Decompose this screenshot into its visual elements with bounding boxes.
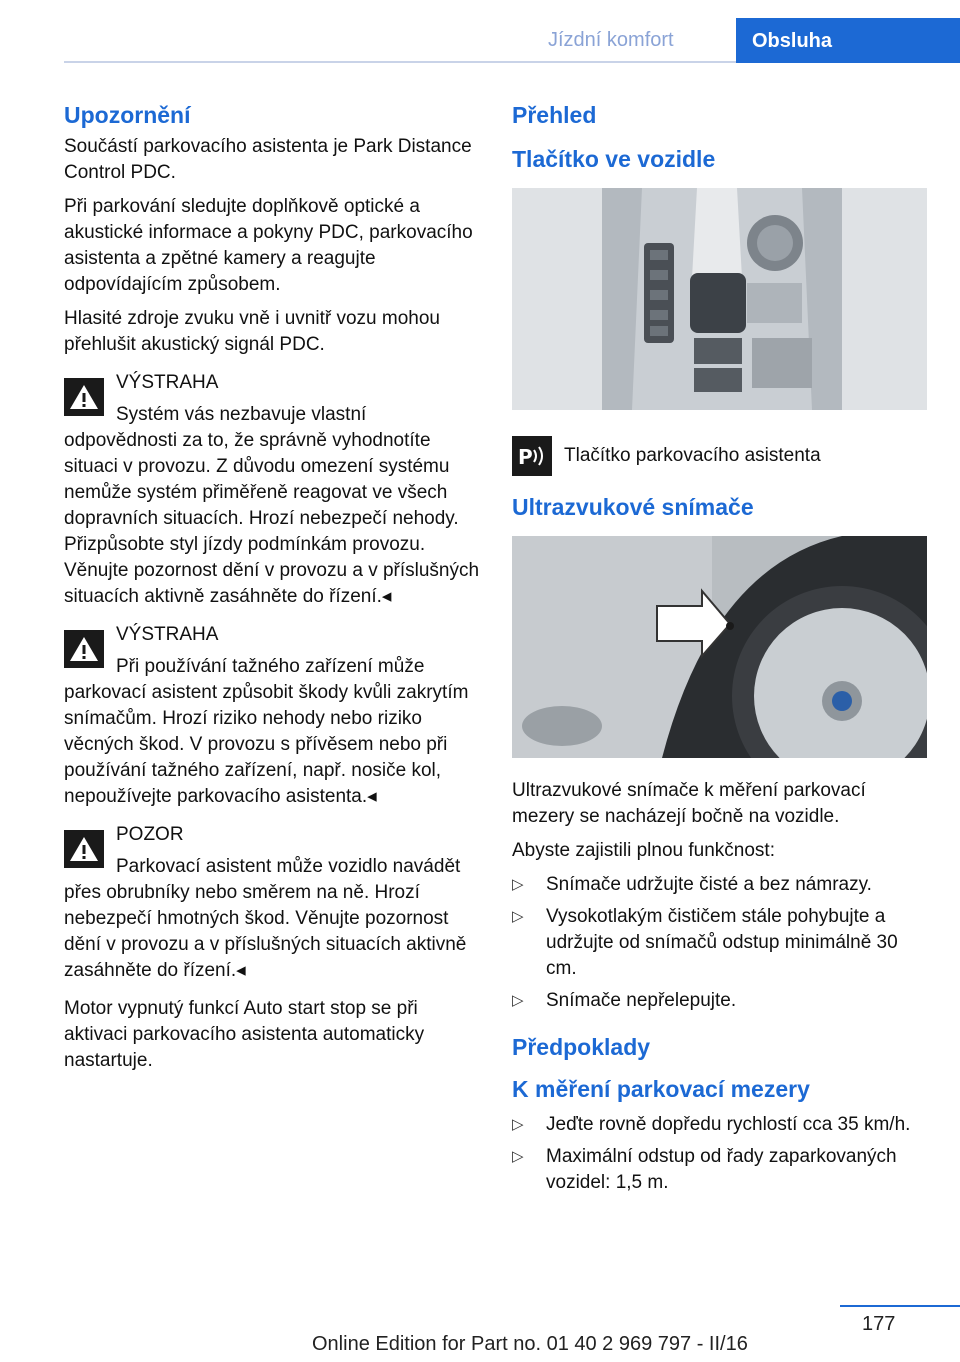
caution-text: Parkovací asistent může vozidlo navádět přes obrubníky nebo směrem na ně. Hrozí nebezpečí hmotných škod. Věnujte pozornost dění v provozu a v příslušných situacích aktivně zasáhněte do řízení.◂ <box>64 856 467 981</box>
warning-block <box>64 370 482 610</box>
paragraph: Ultrazvukové snímače k měření parkovací mezery se nacházejí bočně na vozidle. <box>512 780 866 827</box>
requirements-list <box>512 1112 930 1196</box>
warning-title: VÝSTRAHA <box>116 624 219 645</box>
requirements-heading: Předpoklady <box>512 1034 651 1060</box>
parking-button-caption-row <box>512 436 930 476</box>
notice-heading: Upozornění <box>64 102 191 128</box>
overview-heading: Přehled <box>512 102 597 128</box>
right-column <box>512 100 930 1202</box>
list-item: ▷ Vysokotlakým čističem stále pohybujte a udržujte od snímačů odstup minimálně 30 cm. <box>512 904 930 982</box>
header-section-tab[interactable]: Jízdní komfort <box>548 29 674 51</box>
caution-block <box>64 822 482 984</box>
paragraph: Motor vypnutý funkcí Auto start stop se při aktivaci parkovacího asistenta automaticky nastartuje. <box>64 998 425 1071</box>
paragraph: Hlasité zdroje zvuku vně i uvnitř vozu mohou přehlušit akustický signál PDC. <box>64 308 440 355</box>
warning-triangle-icon <box>64 630 104 668</box>
list-item: ▷ Jeďte rovně dopředu rychlostí cca 35 km/h. <box>512 1112 930 1138</box>
warning-triangle-icon <box>64 378 104 416</box>
warning-block <box>64 622 482 810</box>
footer-rule <box>840 1305 960 1307</box>
header-chapter-tab[interactable]: Obsluha <box>736 18 960 63</box>
list-item: ▷ Snímače udržujte čisté a bez námrazy. <box>512 872 930 898</box>
sensors-heading: Ultrazvukové snímače <box>512 494 754 520</box>
parking-button-caption: Tlačítko parkovacího asistenta <box>564 445 821 466</box>
warning-text: Systém vás nezbavuje vlastní odpovědnosti za to, že správně vyhodnotíte situaci v provozu. Z důvodu omezení systému nemůže systém přiměřeně reagovat ve všech dopravních situacích. Hrozí nebezpečí nehody. Přizpůsobte styl jízdy podmínkám provozu. Věnujte pozornost dění v provozu a v příslušných situacích aktivně zasáhněte do řízení.◂ <box>64 404 480 607</box>
ultrasonic-sensor-photo <box>512 536 927 758</box>
center-console-photo <box>512 188 927 410</box>
paragraph: Součástí parkovacího asistenta je Park Distance Control PDC. <box>64 136 472 183</box>
paragraph: Při parkování sledujte doplňkově optické a akustické informace a pokyny PDC, parkovacího asistenta a zpětné kamery a reagujte odpovídajícím způsobem. <box>64 196 473 295</box>
warning-triangle-icon <box>64 830 104 868</box>
paragraph: Abyste zajistili plnou funkčnost: <box>512 840 775 861</box>
list-item: ▷ Maximální odstup od řady zaparkovaných vozidel: 1,5 m. <box>512 1144 930 1196</box>
function-list <box>512 872 930 1014</box>
measuring-heading: K měření parkovací mezery <box>512 1076 810 1102</box>
parking-assistant-button-icon <box>512 436 552 476</box>
left-column <box>64 100 482 1082</box>
warning-title: VÝSTRAHA <box>116 372 219 393</box>
svg-text:P: P <box>518 445 533 469</box>
button-heading: Tlačítko ve vozidle <box>512 146 716 172</box>
list-item: ▷ Snímače nepřelepujte. <box>512 988 930 1014</box>
warning-text: Při používání tažného zařízení může parkovací asistent způsobit škody kvůli zakrytím snímačům. Hrozí riziko nehody nebo riziko věcných škod. V provozu s přívěsem nebo při používání tažného zařízení, např. nosiče kol, nepoužívejte parkovacího asistenta.◂ <box>64 656 469 807</box>
page-number: 177 <box>862 1313 896 1335</box>
edition-footer: Online Edition for Part no. 01 40 2 969 797 - II/16 <box>312 1333 748 1355</box>
caution-title: POZOR <box>116 824 184 845</box>
